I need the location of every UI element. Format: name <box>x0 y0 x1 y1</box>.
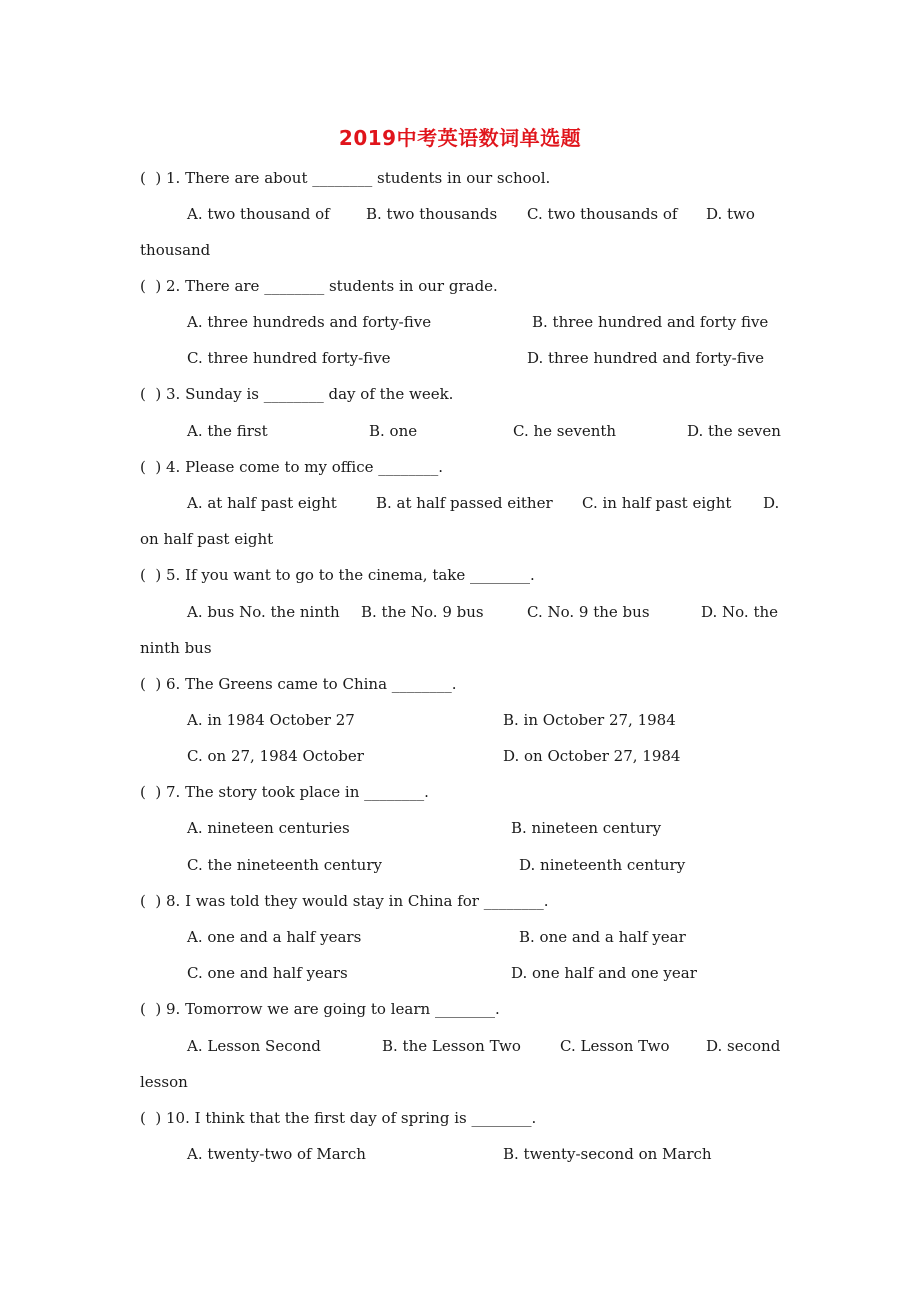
question-1-option-c: C. two thousands of <box>527 205 678 223</box>
question-2-option-b: B. three hundred and forty five <box>532 313 769 331</box>
question-6-option-d: D. on October 27, 1984 <box>503 747 681 765</box>
question-4-option-d: D. <box>763 494 780 512</box>
question-4-option-b: B. at half passed either <box>376 494 553 512</box>
question-1-option-d-continued: thousand <box>140 241 211 259</box>
question-1-option-d: D. two <box>706 205 755 223</box>
question-3-stem: ( ) 3. Sunday is ________ day of the week. <box>140 385 454 403</box>
question-8-option-b: B. one and a half year <box>519 928 686 946</box>
question-5-stem: ( ) 5. If you want to go to the cinema, take ________. <box>140 566 535 584</box>
page-title: 2019中考英语数词单选题 <box>338 126 582 150</box>
question-8-option-a: A. one and a half years <box>187 928 362 946</box>
question-9-option-a: A. Lesson Second <box>187 1037 321 1055</box>
question-2-option-d: D. three hundred and forty-five <box>527 349 765 367</box>
question-4-option-a: A. at half past eight <box>187 494 337 512</box>
question-1-option-b: B. two thousands <box>366 205 498 223</box>
question-3-option-d: D. the seven <box>687 422 781 440</box>
question-5-option-a: A. bus No. the ninth <box>187 603 340 621</box>
question-7-option-d: D. nineteenth century <box>519 856 686 874</box>
question-6-option-c: C. on 27, 1984 October <box>187 747 364 765</box>
question-8-option-d: D. one half and one year <box>511 964 697 982</box>
question-9-stem: ( ) 9. Tomorrow we are going to learn ________. <box>140 1000 500 1018</box>
question-6-option-b: B. in October 27, 1984 <box>503 711 676 729</box>
question-3-option-a: A. the first <box>187 422 268 440</box>
question-9-option-d-continued: lesson <box>140 1073 188 1091</box>
question-6-stem: ( ) 6. The Greens came to China ________. <box>140 675 457 693</box>
question-4-option-c: C. in half past eight <box>582 494 732 512</box>
question-5-option-b: B. the No. 9 bus <box>361 603 484 621</box>
question-9-option-c: C. Lesson Two <box>560 1037 670 1055</box>
question-10-option-a: A. twenty-two of March <box>187 1145 366 1163</box>
question-10-stem: ( ) 10. I think that the first day of spring is ________. <box>140 1109 537 1127</box>
question-8-stem: ( ) 8. I was told they would stay in China for ________. <box>140 892 549 910</box>
question-8-option-c: C. one and half years <box>187 964 348 982</box>
question-2-stem: ( ) 2. There are ________ students in our grade. <box>140 277 498 295</box>
question-4-stem: ( ) 4. Please come to my office ________. <box>140 458 444 476</box>
question-1-stem: ( ) 1. There are about ________ students in our school. <box>140 169 551 187</box>
question-5-option-d: D. No. the <box>701 603 779 621</box>
question-7-option-b: B. nineteen century <box>511 819 662 837</box>
question-1-option-a: A. two thousand of <box>187 205 330 223</box>
question-9-option-d: D. second <box>706 1037 781 1055</box>
question-2-option-a: A. three hundreds and forty-five <box>187 313 432 331</box>
question-5-option-d-continued: ninth bus <box>140 639 212 657</box>
question-7-option-c: C. the nineteenth century <box>187 856 382 874</box>
question-10-option-b: B. twenty-second on March <box>503 1145 712 1163</box>
question-7-option-a: A. nineteen centuries <box>187 819 350 837</box>
question-4-option-d-continued: on half past eight <box>140 530 274 548</box>
question-9-option-b: B. the Lesson Two <box>382 1037 521 1055</box>
question-5-option-c: C. No. 9 the bus <box>527 603 650 621</box>
question-6-option-a: A. in 1984 October 27 <box>187 711 355 729</box>
question-3-option-c: C. he seventh <box>513 422 617 440</box>
question-2-option-c: C. three hundred forty-five <box>187 349 391 367</box>
question-3-option-b: B. one <box>369 422 418 440</box>
question-7-stem: ( ) 7. The story took place in ________. <box>140 783 429 801</box>
